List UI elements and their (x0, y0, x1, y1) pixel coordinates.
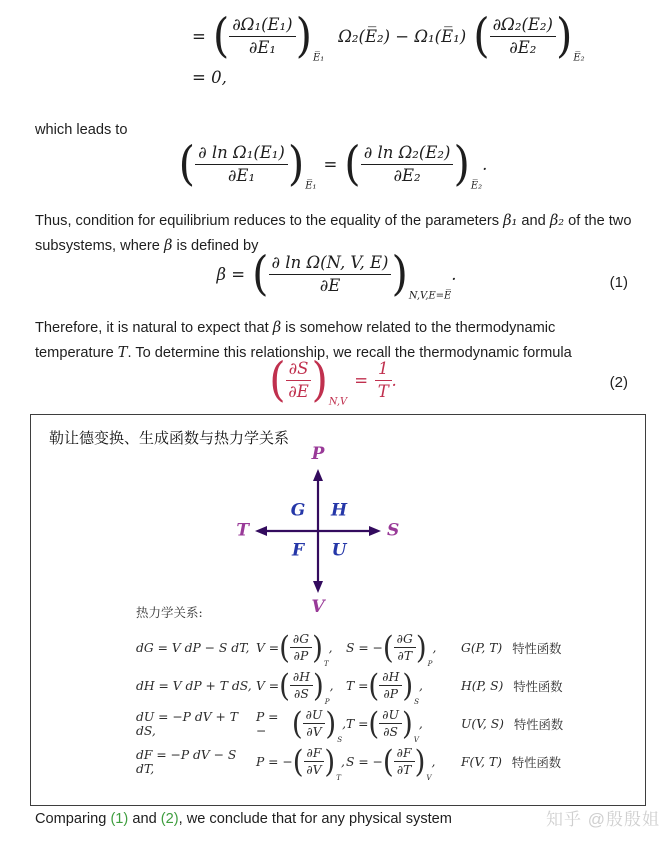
body-text: Comparing (35, 811, 111, 827)
body-text: and (128, 811, 161, 827)
comma: , (419, 678, 423, 693)
left-paren: ( (212, 8, 230, 64)
period: . (451, 264, 457, 284)
temperature-symbol: T (117, 343, 128, 361)
period: . (391, 370, 397, 390)
fraction-numerator: ∂H (379, 669, 402, 686)
left-paren: ( (279, 666, 290, 704)
left-paren: ( (344, 136, 361, 192)
partial-fraction-1 (212, 8, 325, 64)
characteristic-note: 特性函数 (513, 679, 563, 694)
right-paren: ) (402, 666, 414, 704)
left-paren: ( (252, 246, 269, 302)
fraction-numerator: ∂ ln Ω₂(E₂) (361, 142, 454, 165)
fraction-numerator: ∂Ω₂(E₂) (490, 14, 556, 37)
partial-derivative-1 (256, 666, 346, 707)
right-paren: ) (414, 742, 426, 780)
function-arguments: U(V, S) (461, 716, 504, 731)
fraction-numerator: ∂ ln Ω₁(E₁) (195, 142, 288, 165)
relation-row-G (136, 628, 631, 669)
right-paren: ) (453, 136, 470, 192)
constraint-subscript: V (426, 773, 432, 783)
right-paren: ) (401, 704, 413, 742)
body-text: . To determine this relationship, we recall the thermodynamic formula (127, 344, 572, 361)
fraction-denominator: ∂E (288, 381, 309, 401)
fraction-denominator: ∂E (319, 275, 341, 295)
display-equation-log (0, 136, 666, 192)
fraction-denominator: ∂V (306, 725, 322, 740)
characteristic-note: 特性函数 (511, 755, 562, 770)
lhs: P = − (256, 709, 279, 738)
beta-symbol: β (163, 236, 173, 254)
left-paren: ( (279, 628, 290, 666)
cross-arrows (243, 461, 393, 601)
partial-derivative-2 (346, 628, 461, 669)
body-text: temperature (35, 344, 118, 361)
equals-sign: = (323, 154, 338, 174)
equation-line-1 (192, 8, 585, 64)
right-paren: ) (556, 8, 573, 64)
fraction-numerator: 1 (375, 358, 392, 381)
left-paren: ( (269, 352, 286, 408)
potential-label-H: H (330, 500, 348, 521)
fraction-denominator: ∂T (397, 649, 413, 664)
right-paren: ) (295, 8, 313, 64)
equation-2-label: (2) (609, 374, 628, 391)
constraint-subscript: E̅₂ (470, 180, 483, 192)
beta-symbol: β (272, 319, 282, 336)
partial-derivative-2 (346, 666, 461, 707)
equation-1 (0, 246, 666, 302)
arrowhead-right-icon (369, 526, 381, 536)
fraction-numerator: ∂F (304, 745, 325, 762)
axis-label-V: V (311, 597, 325, 617)
comma: , (328, 640, 333, 655)
figure-title: 勒让德变换、生成函数与热力学关系 (49, 430, 290, 447)
body-text: of the two (564, 213, 632, 229)
watermark: 知乎 @殷殷姐 (546, 810, 660, 829)
equation-1-label: (1) (609, 274, 628, 291)
relation-row-F (136, 742, 631, 783)
body-text: Therefore, it is natural to expect that (35, 320, 273, 336)
partial-fraction-2 (473, 8, 585, 64)
arrowhead-left-icon (255, 526, 267, 536)
differential-expression: dF = −P dV − S dT, (136, 747, 237, 776)
potential-label-F: F (291, 540, 305, 561)
constraint-subscript: N,V,E=E̅ (408, 290, 452, 302)
period: . (482, 154, 488, 174)
characteristic-note: 特性函数 (513, 717, 564, 732)
function-arguments: G(P, T) (461, 640, 503, 655)
beta1-symbol: β₁ (503, 212, 518, 229)
fraction-denominator: T (377, 381, 389, 401)
differential-expression: dG = V dP − S dT, (136, 640, 250, 655)
lhs: P = − (256, 754, 293, 769)
comma: , (418, 716, 423, 731)
fraction-denominator: ∂P (383, 687, 399, 702)
fraction-denominator: ∂T (396, 763, 412, 778)
body-text: is somehow related to the thermodynamic (281, 320, 556, 336)
constraint-subscript: P (324, 697, 330, 707)
left-paren: ( (178, 136, 196, 192)
characteristic-function (461, 753, 561, 771)
constraint-subscript: E̅₁ (313, 52, 325, 64)
eq2-reference: (2) (160, 811, 179, 827)
potential-label-G: G (290, 500, 306, 521)
relation-row-U (136, 704, 631, 745)
constraint-subscript: S (414, 697, 419, 707)
axis-label-S: S (387, 520, 400, 541)
fraction-denominator: ∂P (293, 649, 309, 664)
fraction-numerator: ∂F (394, 745, 415, 762)
lhs: S = − (346, 640, 383, 655)
body-text: is defined by (172, 237, 259, 254)
partial-derivative-1 (256, 628, 346, 669)
partial-fraction (269, 352, 348, 408)
fraction-numerator: ∂G (290, 631, 312, 648)
left-paren: ( (473, 8, 490, 64)
closing-text (35, 808, 452, 832)
fraction-numerator: ∂H (290, 669, 313, 686)
right-paren: ) (312, 628, 323, 666)
beta-lhs: β = (216, 264, 246, 284)
potential-label-U: U (331, 540, 347, 561)
one-over-T-fraction (375, 358, 392, 403)
comma: , (431, 754, 436, 769)
eq1-reference: (1) (110, 811, 129, 827)
fraction-denominator: ∂E₂ (509, 37, 537, 57)
right-paren: ) (325, 704, 337, 742)
constraint-subscript: T (323, 659, 329, 669)
partial-fraction-1 (178, 136, 317, 192)
constraint-subscript: N,V (328, 396, 348, 408)
left-paren: ( (291, 704, 303, 742)
lhs: V = (256, 678, 280, 693)
characteristic-function (461, 715, 563, 733)
comma: , (340, 754, 345, 769)
arrowhead-down-icon (313, 581, 323, 593)
partial-fraction-2 (344, 136, 483, 192)
fraction-denominator: ∂S (294, 687, 309, 702)
beta2-symbol: β₂ (549, 212, 565, 229)
fraction-numerator: ∂Ω₁(E₁) (229, 14, 295, 37)
constraint-subscript: P (427, 659, 433, 669)
equation-line-2: = 0, (192, 67, 227, 87)
fraction-numerator: ∂U (303, 707, 326, 724)
constraint-subscript: E̅₁ (305, 180, 317, 192)
comma: , (342, 716, 346, 731)
body-text: , we conclude that for any physical system (178, 811, 452, 827)
fraction-numerator: ∂G (394, 631, 416, 648)
fraction-numerator: ∂U (379, 707, 402, 724)
body-text: subsystems, where (35, 237, 164, 254)
lhs: T = (346, 716, 369, 731)
function-arguments: H(P, S) (461, 678, 504, 693)
constraint-subscript: E̅₂ (573, 52, 585, 64)
fraction-numerator: ∂ ln Ω(N, V, E) (269, 252, 392, 275)
right-paren: ) (324, 742, 336, 780)
lhs: S = − (346, 754, 383, 769)
fraction-denominator: ∂E₁ (227, 165, 256, 185)
middle-term: Ω₂(E̅₂) − Ω₁(E̅₁) (338, 26, 467, 46)
paragraph-beta (35, 209, 657, 258)
differential-expression: dU = −P dV + T dS, (136, 709, 238, 738)
right-paren: ) (415, 628, 427, 666)
characteristic-note: 特性函数 (512, 641, 562, 656)
equals-sign: = (192, 26, 206, 46)
characteristic-function (461, 639, 561, 657)
constraint-subscript: S (337, 735, 343, 745)
right-paren: ) (312, 666, 324, 704)
left-paren: ( (292, 742, 304, 780)
lead-in-text: which leads to (35, 122, 128, 138)
lhs: T = (346, 678, 369, 693)
left-paren: ( (382, 628, 394, 666)
equals-sign: = (354, 370, 369, 390)
partial-derivative-2 (346, 742, 461, 783)
partial-derivative-2 (346, 704, 461, 745)
relation-row-H (136, 666, 631, 707)
left-paren: ( (368, 666, 380, 704)
fraction-denominator: ∂S (383, 725, 398, 740)
body-text: Thus, condition for equilibrium reduces to the equality of the parameters (35, 213, 504, 229)
left-paren: ( (382, 742, 394, 780)
fraction-denominator: ∂V (306, 763, 322, 778)
constraint-subscript: T (336, 773, 341, 783)
display-equation-omega (192, 8, 585, 87)
fraction-numerator: ∂S (286, 358, 312, 381)
differential-expression: dH = V dP + T dS, (136, 678, 252, 693)
axis-label-P: P (311, 444, 325, 464)
right-paren: ) (391, 246, 408, 302)
partial-derivative-1 (256, 704, 346, 745)
right-paren: ) (311, 352, 328, 408)
axis-label-T: T (236, 520, 249, 541)
relations-heading: 热力学关系: (136, 605, 203, 620)
thermodynamic-square-diagram (236, 444, 400, 617)
lhs: V = (256, 640, 280, 655)
figure-box (30, 414, 646, 806)
partial-fraction (252, 246, 452, 302)
arrowhead-up-icon (313, 469, 323, 481)
comma: , (329, 678, 334, 693)
fraction-denominator: ∂E₂ (393, 165, 421, 185)
function-arguments: F(V, T) (461, 754, 502, 769)
constraint-subscript: V (413, 735, 419, 745)
fraction-denominator: ∂E₁ (248, 37, 277, 57)
left-paren: ( (368, 704, 380, 742)
partial-derivative-1 (256, 742, 346, 783)
right-paren: ) (287, 136, 305, 192)
body-text: and (517, 213, 550, 229)
characteristic-function (461, 677, 563, 695)
comma: , (432, 640, 437, 655)
